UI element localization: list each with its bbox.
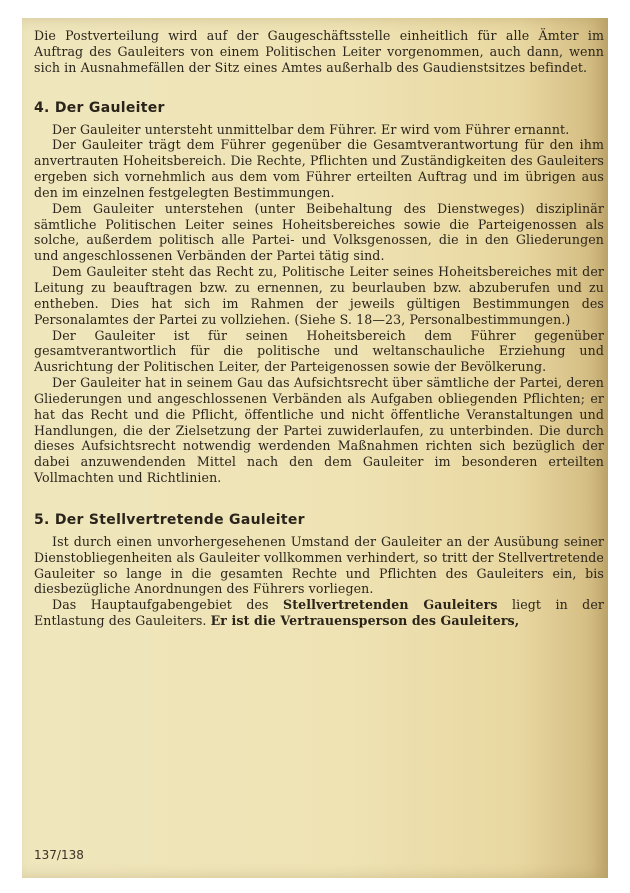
section-5-paragraph-1: Ist durch einen unvorhergesehenen Umstand der Gauleiter an der Ausübung seiner Dienstobliegenheiten als Gauleiter vollkommen verhindert, so tritt der Stellvertretende Gauleiter so lange in die gesamten Rechte und Pflichten des Gauleiters ein, bis diesbezügliche Anordnungen des Führers vorliegen. (34, 533, 604, 597)
section-4-paragraph-3: Dem Gauleiter unterstehen (unter Beibehaltung des Dienstweges) disziplinär sämtliche Politischen Leiter seines Hoheitsbereiches sowie die Parteigenossen als solche, außerdem politisch alle Partei- und Volksgenossen, die in den Gliederungen und angeschlossenen Verbänden der Partei tätig sind. (34, 200, 604, 264)
section-5-heading: 5. Der Stellvertretende Gauleiter (34, 511, 305, 528)
page-number: 137/138 (34, 848, 84, 862)
book-page (22, 18, 608, 878)
section-5-paragraph-2 (34, 597, 604, 629)
section-5-text-a: Das Hauptaufgabengebiet des (52, 597, 283, 613)
section-5-text-c: liegt in der Entlastung des Gauleiters. (34, 597, 604, 629)
section-4-paragraph-6: Der Gauleiter hat in seinem Gau das Aufsichtsrecht über sämtliche der Partei, deren Gliederungen und angeschlossenen Verbänden als Aufgaben obliegenden Pflichten; er hat das Recht und die Pflicht, öffentliche und nicht öffentliche Veranstaltungen und Handlungen, die der Zielsetzung der Partei zuwiderlaufen, zu unterbinden. Die durch dieses Aufsichtsrecht notwendig werdenden Maßnahmen richten sich bezüglich der dabei anzuwendenden Mittel nach den dem Gauleiter im besonderen erteilten Vollmachten und Richtlinien. (34, 375, 604, 486)
section-4-paragraph-1: Der Gauleiter untersteht unmittelbar dem Führer. Er wird vom Führer ernannt. (52, 121, 570, 137)
section-5-bold-sentence: Er ist die Vertrauensperson des Gauleiters, (210, 613, 520, 629)
section-4-heading: 4. Der Gauleiter (34, 99, 165, 116)
intro-paragraph: Die Postverteilung wird auf der Gaugeschäftsstelle einheitlich für alle Ämter im Auftrag des Gauleiters von einem Politischen Leiter vorgenommen, auch dann, wenn sich in Ausnahmefällen der Sitz eines Amtes außerhalb des Gaudienstsitzes befindet. (34, 28, 604, 75)
page-content (34, 28, 604, 629)
section-4-paragraph-5: Der Gauleiter ist für seinen Hoheitsbereich dem Führer gegenüber gesamtverantwortlich für die politische und weltanschauliche Erziehung und Ausrichtung der Politischen Leiter, der Parteigenossen sowie der Bevölkerung. (34, 327, 604, 375)
section-5-bold-term: Stellvertretenden Gauleiters (283, 597, 498, 613)
section-4-paragraph-4: Dem Gauleiter steht das Recht zu, Politische Leiter seines Hoheitsbereiches mit der Leitung zu beauftragen bzw. zu ernennen, zu beurlauben bzw. abzuberufen und zu entheben. Dies hat sich im Rahmen der jeweils gültigen Bestimmungen des Personalamtes der Partei zu vollziehen. (Siehe S. 18—23, Personalbestimmungen.) (34, 264, 604, 327)
section-4-paragraph-2: Der Gauleiter trägt dem Führer gegenüber die Gesamtverantwortung für den ihm anvertrauten Hoheitsbereich. Die Rechte, Pflichten und Zuständigkeiten des Gauleiters ergeben sich vornehmlich aus dem vom Führer erteilten Auftrag und im übrigen aus den im einzelnen festgelegten Bestimmungen. (34, 137, 604, 200)
